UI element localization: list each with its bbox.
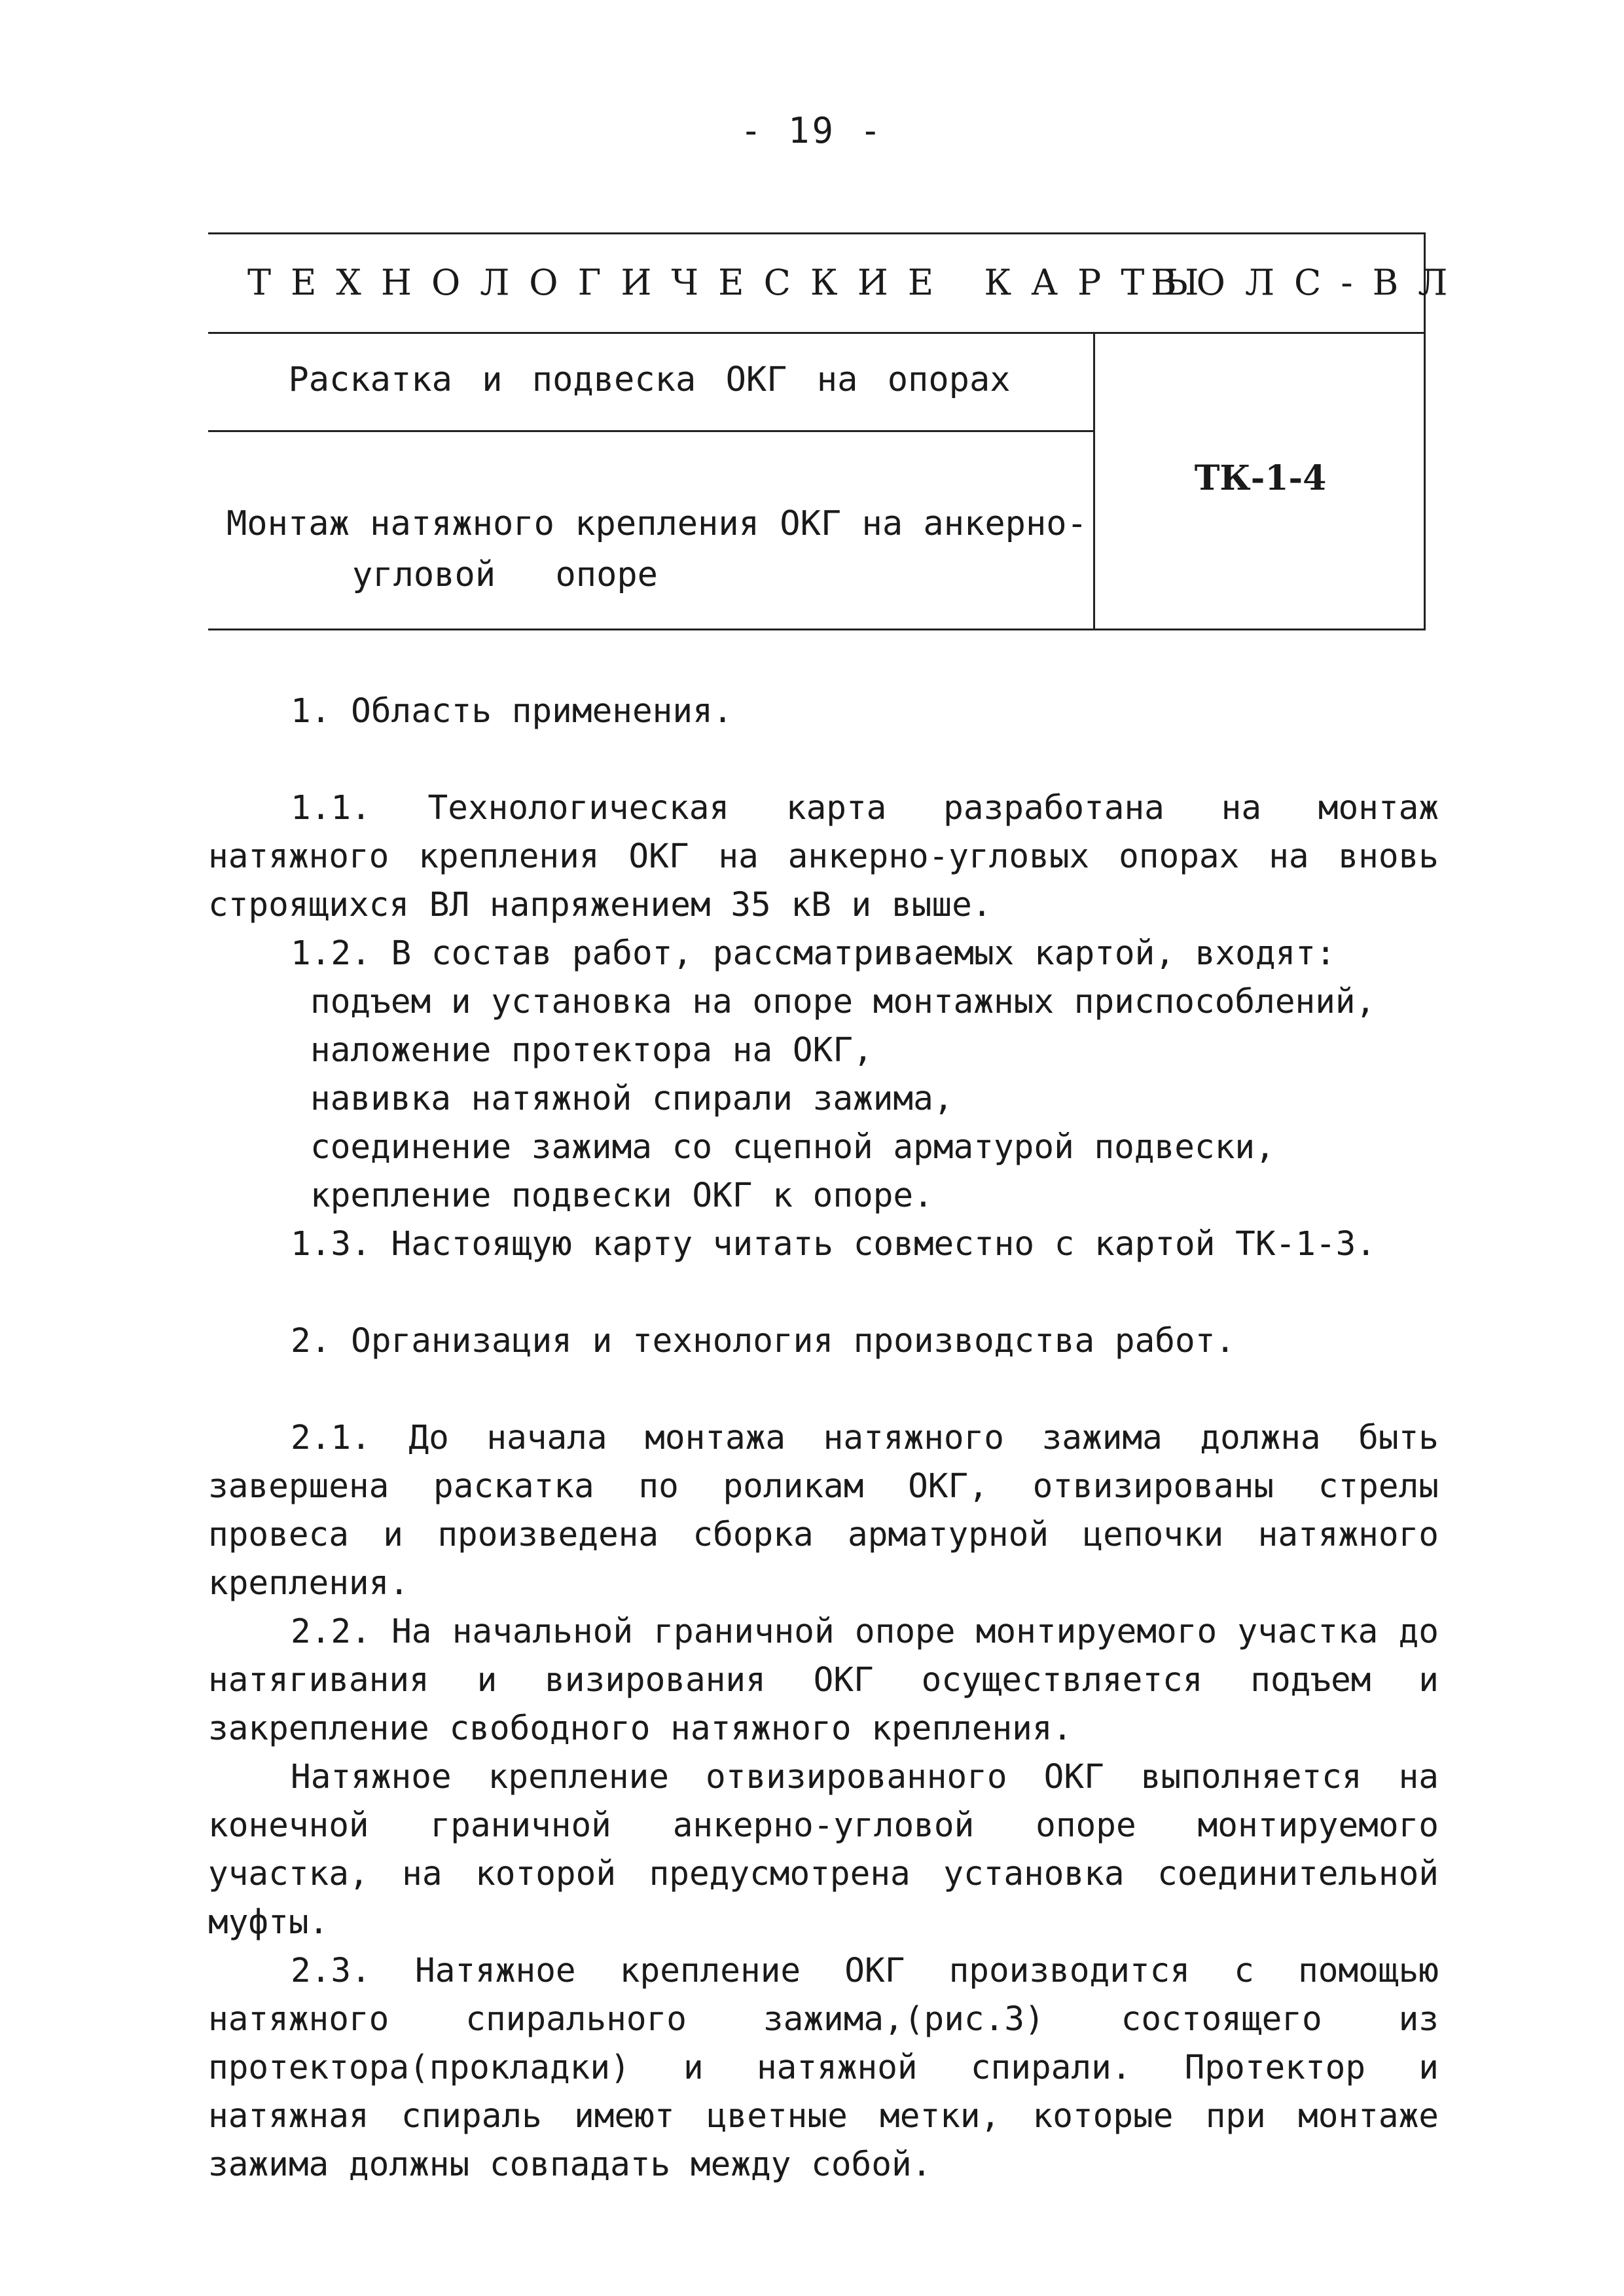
header-table (208, 232, 1468, 638)
list-item: подъем и установка на опоре монтажных приспособлений, (310, 983, 1376, 1021)
header-operation-line2: угловой опоре (352, 555, 658, 594)
paragraph-2-3: 2.3. Натяжное крепление ОКГ производится с помощью натяжного спирального зажима,(рис.3) состоящего из протектора(прокладки) и натяжной спирали. Протектор и натяжная спираль имеют цветные метки, которые при монтаже зажима должны совпадать между собой. (208, 1952, 1439, 2184)
header-operation-line1: Монтаж натяжного крепления ОКГ на анкерно- (226, 504, 1087, 543)
paragraph-1-3: 1.3. Настоящую карту читать совместно с картой ТК-1-3. (291, 1225, 1377, 1264)
header-code: ТК-1-4 (1194, 458, 1327, 498)
header-rule-top (208, 232, 1426, 234)
header-title-text: ТЕХНОЛОГИЧЕСКИЕ КАРТЫ (247, 262, 1219, 303)
list-item: соединение зажима со сцепной арматурой подвески, (310, 1128, 1275, 1167)
paragraph-2-2: 2.2. На начальной граничной опоре монтируемого участка до натягивания и визирования ОКГ осуществляется подъем и закрепление свободного натяжного крепления. (208, 1613, 1439, 1748)
list-item: навивка натяжной спирали зажима, (310, 1080, 954, 1118)
header-rule-subtitle (208, 430, 1095, 432)
paragraph-1-1: 1.1. Технологическая карта разработана на монтаж натяжного крепления ОКГ на анкерно-угловых опорах на вновь строящихся ВЛ напряжением 35 кВ и выше. (208, 789, 1439, 924)
header-rule-bottom (208, 629, 1426, 630)
list-item: крепление подвески ОКГ к опоре. (310, 1176, 933, 1215)
document-body (208, 687, 1439, 2189)
page-number: - 19 - (740, 110, 884, 151)
header-subtitle: Раскатка и подвеска ОКГ на опорах (288, 360, 1011, 399)
paragraph-2-1: 2.1. До начала монтажа натяжного зажима должна быть завершена раскатка по роликам ОКГ, отвизированы стрелы провеса и произведена сборка арматурной цепочки натяжного крепления. (208, 1419, 1439, 1603)
section-1-heading: 1. Область применения. (291, 692, 733, 731)
section-2-heading: 2. Организация и технология производства работ. (291, 1322, 1236, 1360)
paragraph-1-2: 1.2. В состав работ, рассматриваемых картой, входят: (291, 934, 1336, 973)
header-rule-title (208, 332, 1426, 334)
header-title (247, 262, 1468, 303)
header-title-right: ВОЛС-ВЛ (1151, 262, 1468, 303)
list-item: наложение протектора на ОКГ, (310, 1031, 873, 1070)
paragraph-2-2b: Натяжное крепление отвизированного ОКГ выполняется на конечной граничной анкерно-угловой опоре монтируемого участка, на которой предусмотрена установка соединительной муфты. (208, 1758, 1439, 1942)
